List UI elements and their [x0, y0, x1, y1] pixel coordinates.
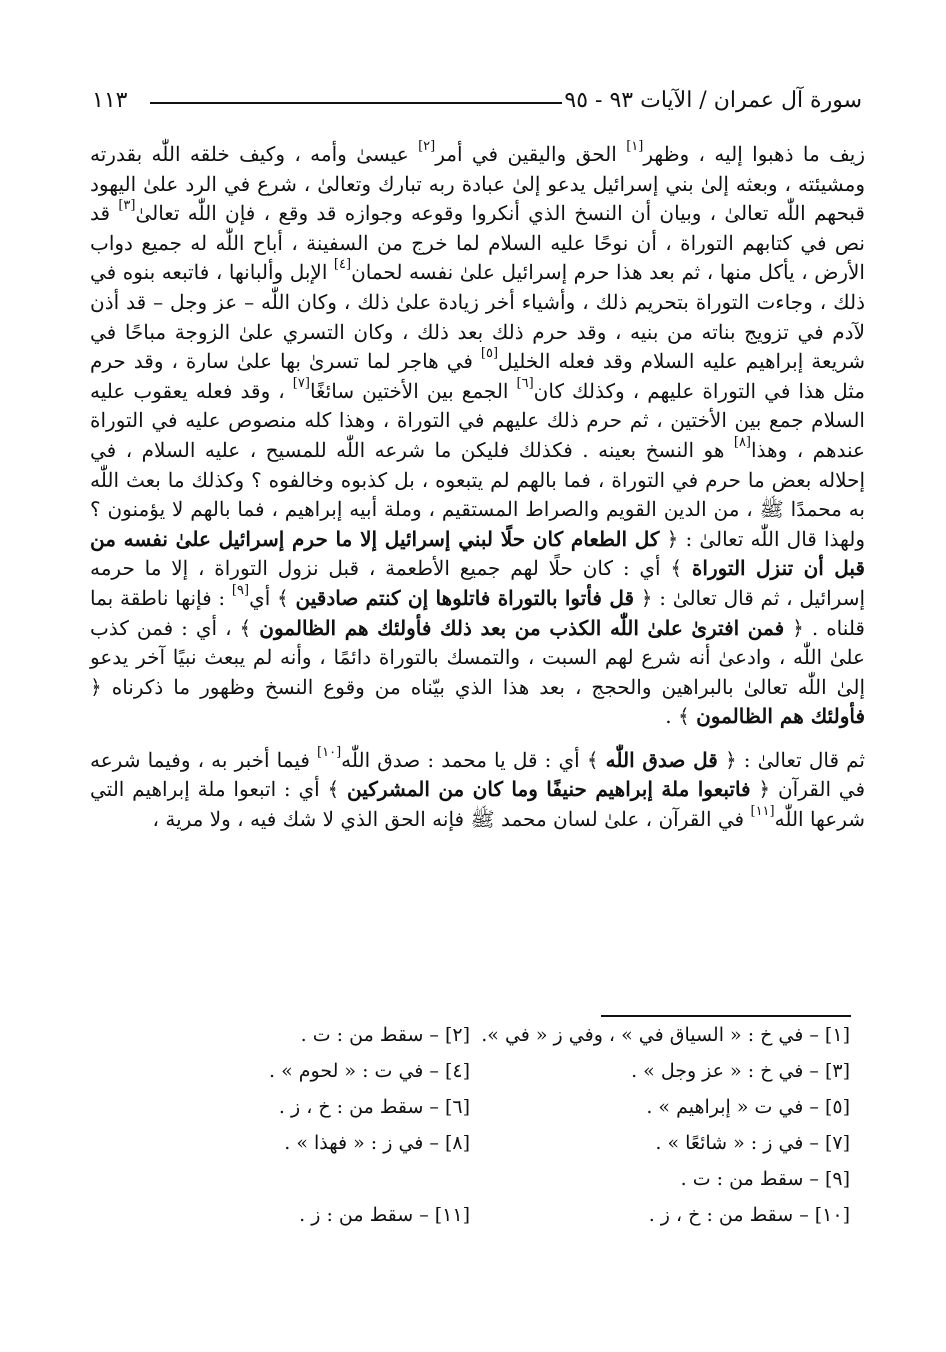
footnote-row	[230, 1204, 850, 1240]
footnote-row	[230, 1060, 850, 1096]
text-run: الجمع بين الأختين سائغًا	[309, 378, 517, 403]
text-run: الإبل وألبانها ، فاتبعه بنوه في ذلك ، وجاءت التوراة بتحريم ذلك ، وأشياء أخر زيادة علىٰ ذلك ، وكان اللّٰه – عز وجل – قد أذن لآدم في تزويج بناته من بنيه ، وقد حرم ذلك بعد ذلك ، وكان التسري علىٰ الزوجة مباحًا في شريعة إبراهيم عليه السلام وقد فعله الخليل	[90, 260, 865, 374]
page-number: ١١٣	[92, 88, 128, 113]
footnote-ref-6: [٦]	[516, 375, 534, 391]
footnote-11: [١١] – سقط من : ز .	[299, 1204, 470, 1226]
footnote-ref-3: [٣]	[118, 198, 136, 214]
footnote-9: [٩] – سقط من : ت .	[680, 1168, 850, 1190]
text-run: ، وقد فعله يعقوب عليه السلام جمع بين الأختين ، ثم حرم ذلك عليهم في التوراة ، وهذا كله منصوص عليه في التوراة عندهم ، وهذا	[90, 378, 865, 462]
paragraph-2	[90, 746, 865, 835]
footnote-5: [٥] – في ت « إبراهيم » .	[646, 1096, 850, 1118]
footnote-ref-9: [٩]	[231, 582, 250, 598]
footnote-separator	[601, 1015, 851, 1017]
text-run: زيف ما ذهبوا إليه ، وظهر	[643, 142, 865, 166]
ornate-bracket-open: ﴿	[784, 615, 812, 640]
ornate-bracket-open: ﴿	[90, 674, 112, 699]
ornate-bracket-open: ﴿	[659, 526, 686, 551]
text-run: الحق واليقين في أمر	[435, 142, 627, 166]
footnote-4: [٤] – في ت : « لحوم » .	[269, 1060, 470, 1082]
footnote-row	[230, 1168, 850, 1204]
footnote-1: [١] – في خ : « السياق في » ، وفي ز « في ».	[481, 1024, 850, 1046]
ornate-bracket-close: ﴾	[660, 556, 692, 581]
text-run: ، أي : فمن كذب علىٰ اللّٰه ، وادعىٰ أنه شرع لهم السبت ، والتمسك بالتوراة دائمًا ، وأنه لم يبعث نبيًا آخر يدعو إلىٰ اللّٰه تعالىٰ بالبراهين والحجج ، بعد هذا الذي بيّناه من وقوع النسخ وظهور ما ذكرناه	[90, 615, 866, 699]
running-title: سورة آل عمران / الآيات ٩٣ - ٩٥	[564, 88, 862, 113]
footnote-ref-7: [٧]	[292, 375, 310, 391]
ornate-bracket-close: ﴾	[579, 747, 606, 772]
ornate-bracket-close: ﴾	[231, 615, 260, 640]
text-run: فيما أخبر به ، وفيما شرعه في القرآن	[90, 747, 866, 802]
footnote-8: [٨] – في ز : « فهذا » .	[284, 1132, 470, 1154]
page-header	[92, 84, 862, 124]
ornate-bracket-close: ﴾	[270, 585, 296, 610]
text-run: : فإنها ناطقة بما قلناه .	[90, 585, 865, 640]
commentary-text	[90, 140, 865, 835]
text-run: .	[665, 704, 672, 729]
footnote-row	[230, 1024, 850, 1060]
quran-verse: قل فأتوا بالتوراة فاتلوها إن كنتم صادقين	[295, 585, 635, 610]
quran-verse: قل صدق اللّٰه	[605, 747, 718, 772]
quran-verse: فاتبعوا ملة إبراهيم حنيفًا وما كان من المشركين	[347, 777, 751, 802]
header-rule	[150, 102, 562, 104]
footnote-ref-2: [٢]	[418, 139, 436, 154]
text-run: ثم قال تعالىٰ :	[743, 747, 866, 772]
ornate-bracket-open: ﴿	[750, 777, 778, 802]
footnotes	[230, 1024, 850, 1240]
footnote-10: [١٠] – سقط من : خ ، ز .	[648, 1204, 850, 1226]
quran-verse: فأولئك هم الظالمون	[696, 704, 865, 729]
text-run: أي : كان حلًا لهم جميع الأطعمة ، قبل نزول التوراة ، إلا ما حرمه إسرائيل ، ثم قال تعالىٰ :	[90, 556, 866, 610]
quran-verse: فمن افترىٰ علىٰ اللّٰه الكذب من بعد ذلك فأولئك هم الظالمون	[259, 615, 785, 640]
footnote-7: [٧] – في ز : « شائعًا » .	[655, 1132, 850, 1154]
text-run: أي : اتبعوا ملة إبراهيم التي شرعها اللّٰه	[90, 777, 865, 832]
footnote-ref-5: [٥]	[480, 346, 499, 362]
footnote-ref-10: [١٠]	[317, 744, 342, 760]
ornate-bracket-close: ﴾	[671, 704, 697, 729]
text-run: هو النسخ بعينه . فكذلك فليكن ما شرعه اللّٰه للمسيح ، عليه السلام ، في إحلاله بعض ما حرم في التوراة ، فما بالهم لم يتبعوه ، بل كذبوه وخالفوه ؟ وكذلك ما بعث اللّٰه به محمدًا ﷺ ، من الدين القويم والصراط المستقيم ، وملة أبيه إبراهيم ، فما بالهم لا يؤمنون ؟ ولهذا قال اللّٰه تعالىٰ :	[90, 437, 866, 551]
footnote-ref-8: [٨]	[733, 434, 751, 450]
ornate-bracket-close: ﴾	[319, 777, 348, 802]
footnote-ref-4: [٤]	[333, 257, 352, 273]
quran-verse: كل الطعام كان حلًا لبني إسرائيل إلا ما حرم إسرائيل علىٰ نفسه من قبل أن تنزل التوراة	[90, 526, 865, 581]
text-run: قد نص في كتابهم التوراة ، أن نوحًا عليه السلام لما خرج من السفينة ، أباح اللّٰه له جميع دواب الأرض ، يأكل منها ، ثم بعد هذا حرم إسرائيل علىٰ نفسه لحمان	[90, 201, 865, 285]
text-run: عيسىٰ وأمه ، وكيف خلقه اللّٰه بقدرته ومشيئته ، وبعثه إلىٰ بني إسرائيل يدعو إلىٰ عبادة ربه تبارك وتعالىٰ ، شرع في الرد علىٰ اليهود قبحهم اللّٰه تعالىٰ ، وبيان أن النسخ الذي أنكروا وقوعه وجوازه قد وقع ، فإن اللّٰه تعالىٰ	[90, 142, 865, 226]
footnote-row	[230, 1132, 850, 1168]
text-run: أي	[249, 585, 271, 610]
footnote-3: [٣] – في خ : « عز وجل » .	[631, 1060, 850, 1082]
footnote-6: [٦] – سقط من : خ ، ز .	[278, 1096, 470, 1118]
footnote-ref-1: [١]	[626, 139, 644, 154]
footnote-2: [٢] – سقط من : ت .	[300, 1024, 470, 1046]
ornate-bracket-open: ﴿	[634, 585, 660, 610]
footnote-ref-11: [١١]	[750, 804, 775, 820]
ornate-bracket-open: ﴿	[717, 747, 744, 772]
text-run: في هاجر لما تسرىٰ بها علىٰ سارة ، وقد حرم مثل هذا في التوراة عليهم ، وكذلك كان	[90, 349, 865, 403]
footnote-row	[230, 1096, 850, 1132]
text-run: أي : قل يا محمد : صدق اللّٰه	[341, 747, 580, 772]
paragraph-1	[90, 140, 865, 732]
text-run: في القرآن ، علىٰ لسان محمد ﷺ فإنه الحق الذي لا شك فيه ، ولا مرية ،	[152, 807, 751, 832]
